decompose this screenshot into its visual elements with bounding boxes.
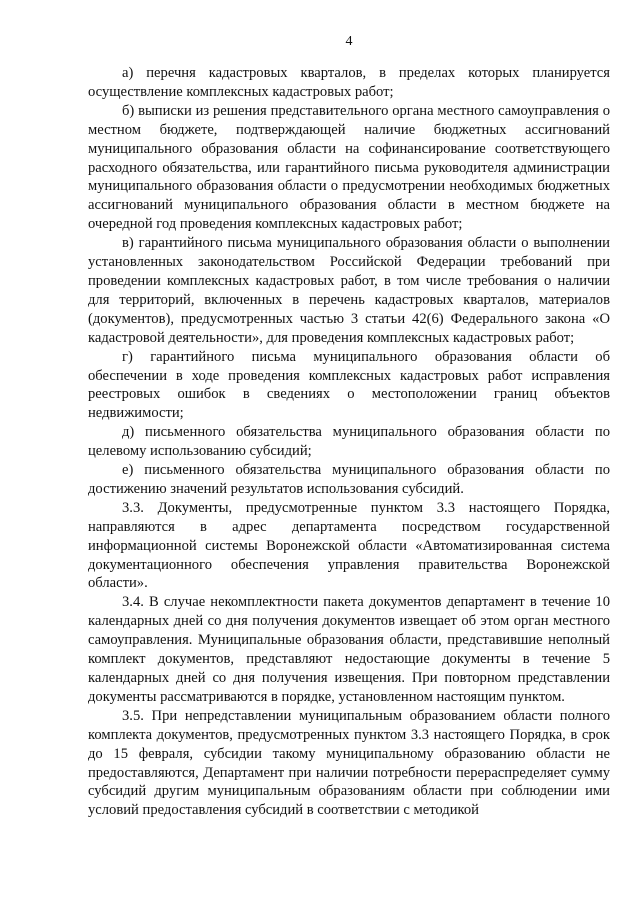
document-page xyxy=(88,0,610,905)
paragraph-3-4: 3.4. В случае некомплектности пакета документов департамент в течение 10 календарных дней со дня получения документов извещает об этом орган местного самоуправления. Муниципальные образования области, представившие неполный комплект документов, представляют недостающие документы в течение 5 календарных дней со дня получения извещения. При повторном представлении документы рассматриваются в порядке, установленном настоящим пунктом. xyxy=(88,594,610,705)
paragraph-d: д) письменного обязательства муниципального образования области по целевому использованию субсидий; xyxy=(88,424,610,460)
paragraph-3-5: 3.5. При непредставлении муниципальным образованием области полного комплекта документов, предусмотренных пунктом 3.3 настоящего Порядка, в срок до 15 февраля, субсидии такому муниципальному образованию области не предоставляются, Департамент при наличии потребности перераспределяет сумму субсидий другим муниципальным образованиям области при соблюдении ими условий предоставления субсидий в соответствии с методикой xyxy=(88,707,610,819)
paragraph-e: е) письменного обязательства муниципального образования области по достижению значений результатов использования субсидий. xyxy=(88,462,610,497)
document-body xyxy=(88,64,610,820)
paragraph-3-3: 3.3. Документы, предусмотренные пунктом 3.3 настоящего Порядка, направляются в адрес департамента посредством государственной информационной системы Воронежской области «Автоматизированная система документационного обеспечения управления правительства Воронежской области». xyxy=(88,499,610,592)
paragraph-a: а) перечня кадастровых кварталов, в пределах которых планируется осуществление комплексных кадастровых работ; xyxy=(88,65,610,100)
page-number: 4 xyxy=(345,34,353,49)
paragraph-g: г) гарантийного письма муниципального образования области об обеспечении в ходе проведения комплексных кадастровых работ исправления реестровых ошибок в сведениях о местоположении границ объектов недвижимости; xyxy=(88,348,610,422)
paragraph-b: б) выписки из решения представительного органа местного самоуправления о местном бюджете, подтверждающей наличие бюджетных ассигнований муниципального образования области на софинансирование соответствующего расходного обязательства, или гарантийного письма руководителя администрации муниципального образования области о предусмотрении необходимых бюджетных ассигнований муниципального образования области в местном бюджете на очередной год проведения комплексных кадастровых работ; xyxy=(88,102,610,233)
paragraph-v: в) гарантийного письма муниципального образования области о выполнении установленных законодательством Российской Федерации требований при проведении комплексных кадастровых работ, в том числе требования о наличии для территорий, включенных в перечень кадастровых кварталов, материалов (документов), предусмотренных частью 3 статьи 42(6) Федерального закона «О кадастровой деятельности», для проведения комплексных кадастровых работ; xyxy=(88,235,610,346)
